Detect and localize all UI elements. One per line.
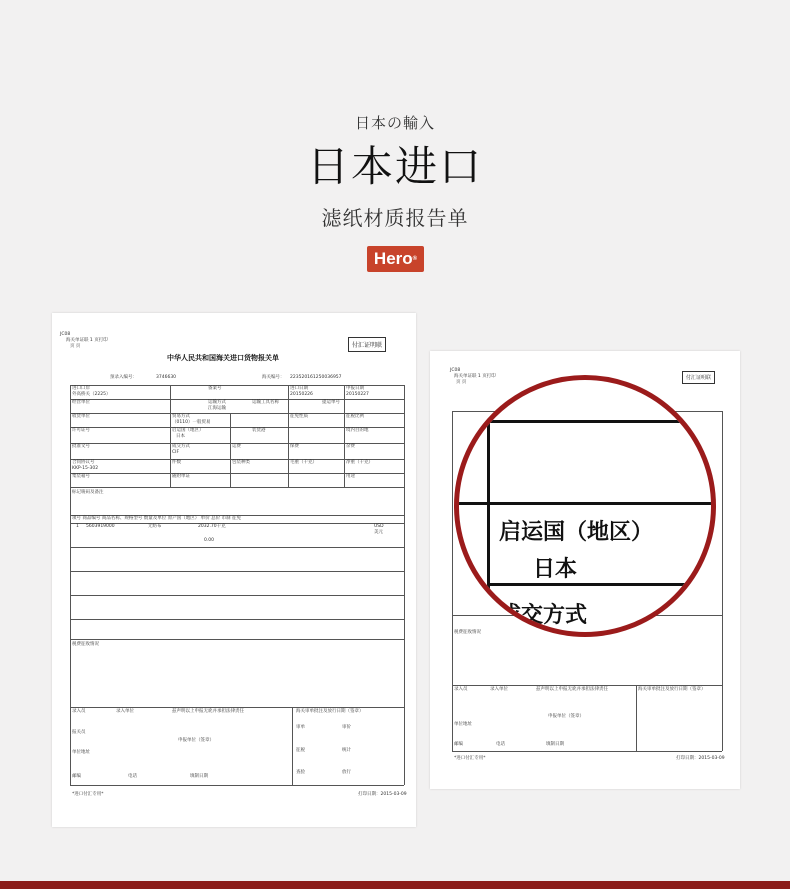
- corner-line2: 海关单证联 1 页打印: [454, 374, 496, 379]
- audit-label: 审价: [342, 725, 351, 730]
- transport-mode-label: 运输方式: [208, 400, 226, 405]
- table-line: [70, 595, 404, 596]
- table-line: [70, 785, 404, 786]
- footer-left: *进口付汇专用*: [72, 792, 104, 797]
- approval-label: 批准文号: [72, 444, 90, 449]
- deal-mode-label: 成交方式: [172, 444, 190, 449]
- import-port-value: 外高桥关（2225）: [72, 392, 111, 397]
- import-date-label: 进口日期: [290, 386, 308, 391]
- tax-section-label: 税费征收情况: [454, 630, 481, 635]
- destination-label: 境内目的地: [346, 428, 369, 433]
- contract-label: 合同协议号: [72, 460, 95, 465]
- filing-no-label: 备案号: [208, 386, 222, 391]
- corner-code: JC08: [60, 332, 71, 337]
- postcode-label: 邮编: [454, 742, 463, 747]
- origin-country-value: 日本: [176, 434, 185, 439]
- table-line: [70, 385, 71, 785]
- declaration-label: 兹声明以上申报无讹并承担法律责任: [536, 687, 608, 692]
- tax-label: 征税: [296, 748, 305, 753]
- table-line: [344, 385, 345, 487]
- logo-text: Hero: [373, 249, 413, 268]
- unit-address-label: 单位地址: [72, 750, 90, 755]
- unit-stamp-label: 申报单位（签章）: [548, 714, 584, 719]
- fill-date-label: 填制日期: [546, 742, 564, 747]
- item-currency: USD: [374, 524, 384, 529]
- premium-label: 保费: [290, 444, 299, 449]
- item-qty2: 0.00: [204, 538, 215, 543]
- customs-declaration-document: [52, 313, 416, 827]
- pre-entry-label: 预录入编号：: [110, 375, 137, 380]
- consignee-label: 收货单位: [72, 414, 90, 419]
- footer-left: *进口付汇专用*: [454, 756, 486, 761]
- table-line: [404, 385, 405, 785]
- package-label: 包装种类: [232, 460, 250, 465]
- zoom-line: [489, 583, 716, 586]
- release-label: 放行: [342, 770, 351, 775]
- corner-line3: 页 页: [456, 380, 467, 385]
- origin-country-label: 启运国（地区）: [172, 428, 204, 433]
- payment-certificate-stamp: 付汇证明联: [682, 371, 715, 384]
- declare-date-label: 申报日期: [346, 386, 364, 391]
- item-currency2: 美元: [374, 530, 383, 535]
- item-name: 无纺布: [148, 524, 162, 529]
- table-line: [292, 707, 293, 785]
- zoom-line: [459, 502, 716, 505]
- magnifier-zoom: [454, 375, 716, 637]
- table-line: [170, 385, 171, 487]
- bill-no-label: 提运单号: [322, 400, 340, 405]
- customs-no-value: 223520161250036957: [290, 375, 342, 380]
- table-line: [636, 685, 637, 751]
- declare-date-value: 20150227: [346, 392, 369, 397]
- transport-tool-label: 运输工具名称: [252, 400, 279, 405]
- table-line: [70, 707, 404, 708]
- container-label: 集装箱号: [72, 474, 90, 479]
- table-line: [288, 385, 289, 487]
- import-port-label: 进口口岸: [72, 386, 90, 391]
- unit-stamp-label: 申报单位（签章）: [178, 738, 214, 743]
- table-line: [70, 523, 404, 524]
- tax-nature-label: 征免性质: [290, 414, 308, 419]
- net-weight-label: 净重（千克）: [346, 460, 373, 465]
- unit-address-label: 单位地址: [454, 722, 472, 727]
- tax-ratio-label: 征税比例: [346, 414, 364, 419]
- declarer-label: 报关员: [72, 730, 86, 735]
- trade-mode-value: （0110）一般贸易: [172, 420, 211, 425]
- customs-no-label: 海关编号：: [262, 375, 285, 380]
- freight-label: 运费: [232, 444, 241, 449]
- zoom-origin-value: 日本: [533, 556, 578, 582]
- table-line: [70, 399, 404, 400]
- pieces-label: 件数: [172, 460, 181, 465]
- table-line: [452, 411, 453, 751]
- item-qty: 2032.70千克: [198, 524, 226, 529]
- pre-entry-value: 3746630: [156, 375, 177, 380]
- gross-weight-label: 毛重（千克）: [290, 460, 317, 465]
- entry-unit-label: 录入单位: [490, 687, 508, 692]
- footer-right: 打印日期：2015-03-09: [358, 792, 407, 797]
- operating-unit-label: 经营单位: [72, 400, 90, 405]
- entry-person-label: 录入员: [72, 709, 86, 714]
- corner-line3: 页 页: [70, 344, 81, 349]
- item-headers: 项号 商品编号 商品名称、规格型号 数量及单位 原产国（地区） 单价 总价 币制 征免: [72, 516, 241, 521]
- table-line: [70, 571, 404, 572]
- bottom-accent-bar: [0, 881, 790, 889]
- table-line: [70, 639, 404, 640]
- use-label: 用途: [346, 474, 355, 479]
- page-subtitle: 滤纸材质报告单: [321, 206, 469, 230]
- docs-label: 随附单证: [172, 474, 190, 479]
- review-label: 审单: [296, 725, 305, 730]
- table-line: [70, 619, 404, 620]
- table-line: [452, 751, 722, 752]
- table-line: [230, 413, 231, 487]
- zoom-line: [487, 420, 490, 637]
- approval-section-label: 海关审单批注及放行日期（签章）: [638, 687, 706, 692]
- license-label: 许可证号: [72, 428, 90, 433]
- zoom-line: [459, 420, 716, 423]
- item-code: 5603919000: [86, 524, 115, 529]
- import-date-value: 20150226: [290, 392, 313, 397]
- approval-section-label: 海关审单批注及放行日期（签章）: [296, 709, 364, 714]
- japanese-subtitle: 日本の輸入: [354, 114, 435, 132]
- phone-label: 电话: [496, 742, 505, 747]
- corner-code: JC08: [450, 368, 461, 373]
- table-line: [70, 547, 404, 548]
- form-title: 中华人民共和国海关进口货物报关单: [167, 354, 279, 362]
- stats-label: 统计: [342, 748, 351, 753]
- entry-unit-label: 录入单位: [116, 709, 134, 714]
- table-line: [70, 487, 404, 488]
- registered-mark: ®: [412, 256, 418, 262]
- corner-line2: 海关单证联 1 页打印: [66, 338, 108, 343]
- declaration-label: 兹声明以上申报无讹并承担法律责任: [172, 709, 244, 714]
- item-no: 1: [76, 524, 79, 529]
- fill-date-label: 填制日期: [190, 774, 208, 779]
- phone-label: 电话: [128, 774, 137, 779]
- deal-mode-value: CIF: [172, 450, 180, 455]
- postcode-label: 邮编: [72, 774, 81, 779]
- inspect-label: 查验: [296, 770, 305, 775]
- misc-label: 杂费: [346, 444, 355, 449]
- contract-value: KKP-15-302: [72, 466, 99, 471]
- payment-certificate-stamp: 付汇证明联: [348, 337, 386, 352]
- loading-port-label: 装货港: [252, 428, 266, 433]
- zoom-deal-mode-label: 成交方式: [499, 602, 588, 628]
- tax-section-label: 税费征收情况: [72, 642, 99, 647]
- footer-right: 打印日期：2015-03-09: [676, 756, 725, 761]
- trade-mode-label: 贸易方式: [172, 414, 190, 419]
- page-title: 日本进口: [306, 142, 483, 191]
- zoom-origin-label: 启运国（地区）: [499, 519, 654, 545]
- table-line: [722, 411, 723, 751]
- marks-label: 标记唛码及备注: [72, 490, 104, 495]
- transport-mode-value: 江海运输: [208, 406, 226, 411]
- table-line: [452, 685, 722, 686]
- hero-logo: [367, 246, 424, 272]
- entry-person-label: 录入员: [454, 687, 468, 692]
